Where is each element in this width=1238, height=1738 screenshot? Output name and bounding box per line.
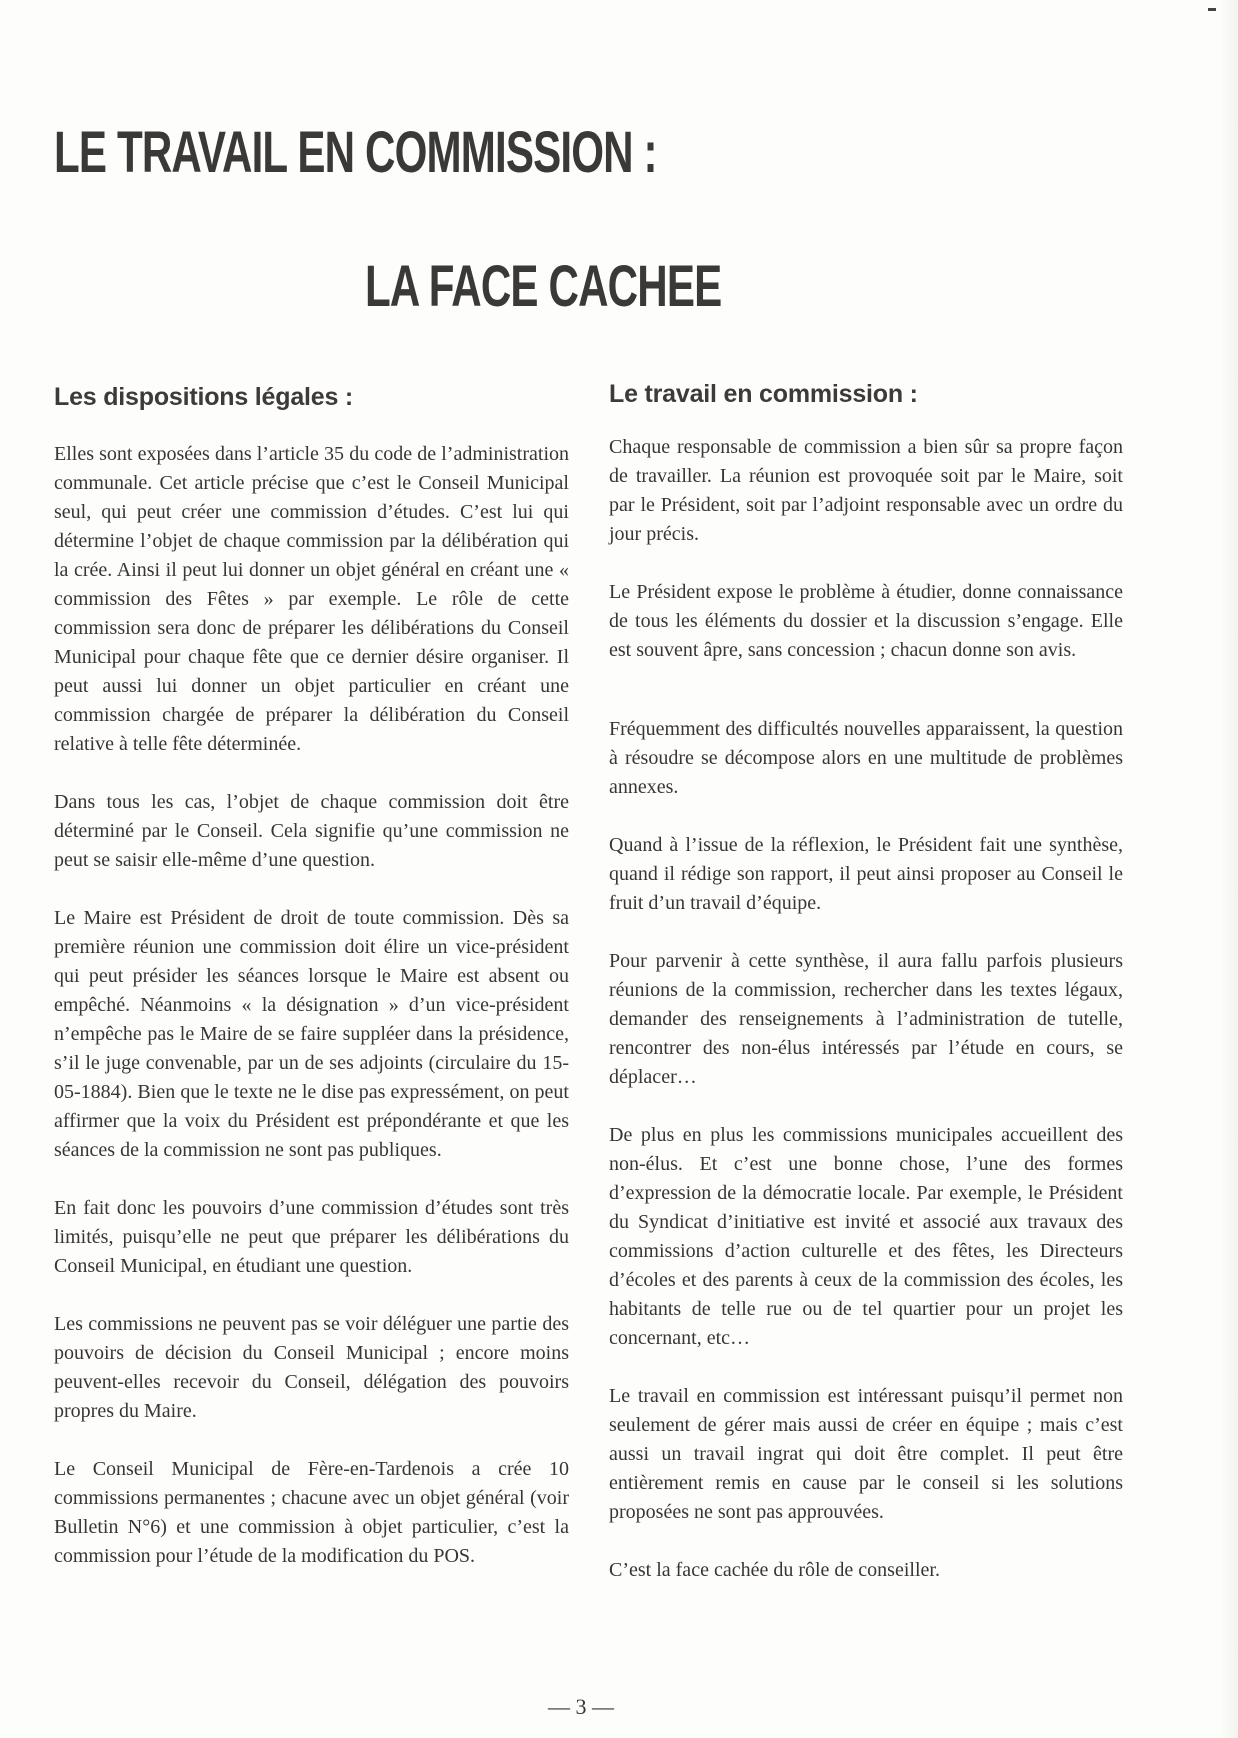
- paragraph: Le Conseil Municipal de Fère-en-Tardenois a crée 10 commissions permanentes ; chacune avec un objet général (voir Bulletin N°6) et une commission à objet particulier, c’est la commission pour l’étude de la modification du POS.: [54, 1458, 569, 1567]
- paragraph: Chaque responsable de commission a bien sûr sa propre façon de travailler. La réunion est provoquée soit par le Maire, soit par le Président, soit par l’adjoint responsable avec un ordre du jour précis.: [609, 436, 1123, 545]
- paragraph: En fait donc les pouvoirs d’une commission d’études sont très limités, puisqu’elle ne peut que préparer les délibérations du Conseil Municipal, en étudiant une question.: [54, 1197, 569, 1277]
- paragraph: Quand à l’issue de la réflexion, le Président fait une synthèse, quand il rédige son rapport, il peut ainsi proposer au Conseil le fruit d’un travail d’équipe.: [609, 834, 1123, 914]
- paragraph: Elles sont exposées dans l’article 35 du code de l’administration communale. Cet article précise que c’est le Conseil Municipal seul, qui peut créer une commission d’études. C’est lui qui détermine l’objet de chaque commission par la délibération qui la crée. Ainsi il peut lui donner un objet général en créant une « commission des Fêtes » par exemple. Le rôle de cette commission sera donc de préparer les délibérations du Conseil Municipal pour chaque fête que ce dernier désire organiser. Il peut aussi lui donner un objet particulier en créant une commission chargée de préparer la délibération du Conseil relative à telle fête déterminée.: [54, 443, 569, 755]
- paragraph: Fréquemment des difficultés nouvelles apparaissent, la question à résoudre se décompose alors en une multitude de problèmes annexes.: [609, 718, 1123, 798]
- page-title-line-2: LA FACE CACHEE: [365, 254, 722, 319]
- page-edge-shadow: [1222, 0, 1238, 1738]
- paragraph: De plus en plus les commissions municipales accueillent des non-élus. Et c’est une bonne chose, l’une des formes d’expression de la démocratie locale. Par exemple, le Président du Syndicat d’initiative est invité et associé aux travaux des commissions d’action culturelle et des fêtes, les Directeurs d’écoles et des parents à ceux de la commission des écoles, les habitants de telle rue ou de tel quartier pour un projet les concernant, etc…: [609, 1124, 1123, 1349]
- right-column: [609, 380, 1123, 1614]
- page-title-line-1: LE TRAVAIL EN COMMISSION :: [54, 120, 657, 185]
- section-heading-work: Le travail en commission :: [609, 380, 918, 408]
- section-heading-legal: Les dispositions légales :: [54, 383, 354, 411]
- left-column: [54, 383, 569, 1600]
- paragraph: Dans tous les cas, l’objet de chaque commission doit être déterminé par le Conseil. Cela signifie qu’une commission ne peut se saisir elle-même d’une question.: [54, 791, 569, 871]
- paragraph: Le travail en commission est intéressant puisqu’il permet non seulement de gérer mais aussi de créer en équipe ; mais c’est aussi un travail ingrat qui doit être complet. Il peut être entièrement remis en cause par le conseil si les solutions proposées ne sont pas approuvées.: [609, 1385, 1123, 1523]
- paragraph: Pour parvenir à cette synthèse, il aura fallu parfois plusieurs réunions de la commission, rechercher dans les textes légaux, demander des renseignements à l’administration de tutelle, rencontrer des non-élus intéressés par l’étude en cours, se déplacer…: [609, 950, 1123, 1088]
- paragraph: C’est la face cachée du rôle de conseiller.: [609, 1559, 940, 1581]
- paragraph: Les commissions ne peuvent pas se voir déléguer une partie des pouvoirs de décision du Conseil Municipal ; encore moins peuvent-elles recevoir du Conseil, délégation des pouvoirs propres du Maire.: [54, 1313, 569, 1422]
- page-number: — 3 —: [548, 1694, 614, 1719]
- paragraph: Le Président expose le problème à étudier, donne connaissance de tous les éléments du dossier et la discussion s’engage. Elle est souvent âpre, sans concession ; chacun donne son avis.: [609, 581, 1123, 661]
- paragraph: Le Maire est Président de droit de toute commission. Dès sa première réunion une commission doit élire un vice-président qui peut présider les séances lorsque le Maire est absent ou empêché. Néanmoins « la désignation » d’un vice-président n’empêche pas le Maire de se faire suppléer dans la présidence, s’il le juge convenable, par un de ses adjoints (circulaire du 15-05-1884). Bien que le texte ne le dise pas expressément, on peut affirmer que la voix du Président est prépondérante et que les séances de la commission ne sont pas publiques.: [54, 907, 569, 1161]
- corner-mark: [1208, 8, 1216, 11]
